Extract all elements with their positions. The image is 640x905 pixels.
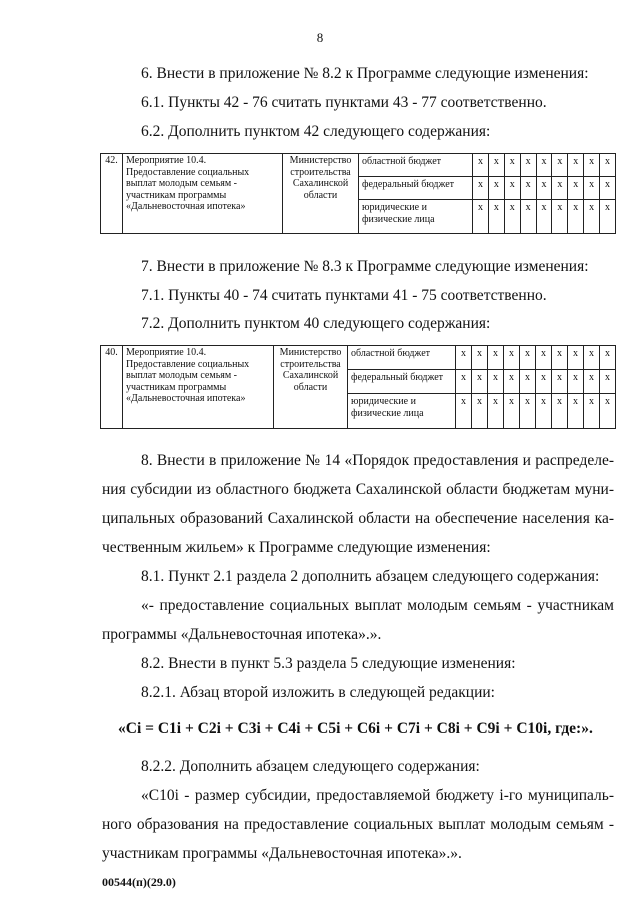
mark-cell: x bbox=[456, 394, 472, 429]
mark-cell: x bbox=[473, 200, 489, 234]
mark-cell: x bbox=[488, 370, 504, 394]
mark-cell: x bbox=[552, 200, 568, 234]
ministry-line: области bbox=[293, 381, 328, 393]
mark-cell: x bbox=[504, 177, 520, 200]
section-6-1: 6.1. Пункты 42 - 76 считать пунктами 43 - 77 соответственно. bbox=[141, 94, 547, 111]
mark-cell: x bbox=[504, 154, 520, 177]
paragraph-line: ния субсидии из областного бюджета Сахалинской области бюджетам муни- bbox=[102, 481, 614, 498]
quote-line: «C10i - размер субсидии, предоставляемой бюджету i-го муниципаль- bbox=[141, 787, 614, 804]
section-6-title: 6. Внести в приложение № 8.2 к Программе следующие изменения: bbox=[141, 65, 589, 82]
table-item-40 bbox=[100, 345, 616, 429]
table-item-42 bbox=[100, 153, 616, 234]
mark-cell: x bbox=[536, 346, 552, 370]
ministry-cell bbox=[283, 154, 359, 234]
mark-cell: x bbox=[536, 394, 552, 429]
mark-cell: x bbox=[472, 370, 488, 394]
section-8-2: 8.2. Внести в пункт 5.3 раздела 5 следующие изменения: bbox=[141, 655, 516, 672]
mark-cell: x bbox=[600, 394, 616, 429]
mark-cell: x bbox=[600, 200, 616, 234]
paragraph-line: ципальных образований Сахалинской области на обеспечение населения ка- bbox=[102, 510, 614, 527]
quote-8-2-2 bbox=[102, 786, 614, 844]
mark-cell: x bbox=[536, 154, 552, 177]
mark-cell: x bbox=[504, 200, 520, 234]
activity-line: участникам программы bbox=[126, 381, 227, 393]
mark-cell: x bbox=[552, 394, 568, 429]
mark-cell: x bbox=[600, 370, 616, 394]
section-6-2: 6.2. Дополнить пунктом 42 следующего содержания: bbox=[141, 123, 491, 140]
section-7-title: 7. Внести в приложение № 8.3 к Программе следующие изменения: bbox=[141, 258, 589, 275]
quote-line: участникам программы «Дальневосточная ипотека».». bbox=[102, 845, 462, 862]
mark-cell: x bbox=[536, 200, 552, 234]
activity-line: Предоставление социальных bbox=[126, 358, 250, 370]
subsidy-formula: «Ci = C1i + C2i + C3i + C4i + C5i + C6i + C7i + C8i + C9i + C10i, где:». bbox=[118, 720, 593, 737]
mark-cell: x bbox=[456, 370, 472, 394]
table-row bbox=[101, 346, 616, 370]
mark-cell: x bbox=[488, 177, 504, 200]
ministry-line: строительства bbox=[280, 358, 341, 370]
mark-cell: x bbox=[504, 346, 520, 370]
document-code: 00544(п)(29.0) bbox=[102, 875, 176, 889]
mark-cell: x bbox=[488, 394, 504, 429]
quote-line: ного образования на предоставление социальных выплат молодым семьям - bbox=[102, 816, 614, 833]
mark-cell: x bbox=[600, 154, 616, 177]
funding-source: областной бюджет bbox=[348, 346, 456, 370]
ministry-line: строительства bbox=[290, 166, 351, 178]
mark-cell: x bbox=[504, 370, 520, 394]
mark-cell: x bbox=[473, 177, 489, 200]
funding-source: юридические и физические лица bbox=[348, 394, 456, 429]
mark-cell: x bbox=[584, 154, 600, 177]
section-8-2-2: 8.2.2. Дополнить абзацем следующего содержания: bbox=[141, 758, 480, 775]
funding-source: юридические и физические лица bbox=[359, 200, 473, 234]
activity-cell bbox=[123, 346, 274, 429]
ministry-cell bbox=[274, 346, 348, 429]
ministry-line: Министерство bbox=[279, 347, 342, 358]
activity-line: выплат молодым семьям - bbox=[126, 370, 238, 381]
mark-cell: x bbox=[552, 154, 568, 177]
mark-cell: x bbox=[584, 177, 600, 200]
mark-cell: x bbox=[584, 346, 600, 370]
quote-8-1 bbox=[102, 596, 614, 616]
mark-cell: x bbox=[473, 154, 489, 177]
mark-cell: x bbox=[504, 394, 520, 429]
ministry-line: Сахалинской bbox=[282, 370, 339, 381]
item-number: 42. bbox=[101, 154, 123, 234]
table-row bbox=[101, 154, 616, 177]
mark-cell: x bbox=[584, 370, 600, 394]
item-number: 40. bbox=[101, 346, 123, 429]
mark-cell: x bbox=[472, 394, 488, 429]
section-8-2-1: 8.2.1. Абзац второй изложить в следующей редакции: bbox=[141, 684, 495, 701]
quote-line: «- предоставление социальных выплат молодым семьям - участникам bbox=[141, 597, 614, 614]
mark-cell: x bbox=[520, 346, 536, 370]
section-8-1: 8.1. Пункт 2.1 раздела 2 дополнить абзацем следующего содержания: bbox=[141, 568, 600, 585]
mark-cell: x bbox=[568, 370, 584, 394]
ministry-line: Сахалинской bbox=[292, 178, 349, 189]
funding-source: федеральный бюджет bbox=[348, 370, 456, 394]
mark-cell: x bbox=[568, 394, 584, 429]
mark-cell: x bbox=[488, 346, 504, 370]
funding-source: федеральный бюджет bbox=[359, 177, 473, 200]
mark-cell: x bbox=[488, 200, 504, 234]
activity-line: «Дальневосточная ипотека» bbox=[126, 393, 246, 404]
mark-cell: x bbox=[552, 346, 568, 370]
ministry-line: области bbox=[303, 189, 338, 201]
activity-line: «Дальневосточная ипотека» bbox=[126, 201, 246, 212]
mark-cell: x bbox=[584, 200, 600, 234]
section-8-paragraph bbox=[102, 451, 614, 538]
activity-line: выплат молодым семьям - bbox=[126, 178, 238, 189]
mark-cell: x bbox=[520, 394, 536, 429]
mark-cell: x bbox=[520, 370, 536, 394]
page-number: 8 bbox=[316, 30, 324, 45]
mark-cell: x bbox=[456, 346, 472, 370]
section-7-1: 7.1. Пункты 40 - 74 считать пунктами 41 - 75 соответственно. bbox=[141, 287, 547, 304]
mark-cell: x bbox=[568, 177, 584, 200]
activity-line: Мероприятие 10.4. bbox=[126, 155, 207, 166]
mark-cell: x bbox=[520, 200, 536, 234]
mark-cell: x bbox=[536, 370, 552, 394]
mark-cell: x bbox=[600, 177, 616, 200]
funding-source: областной бюджет bbox=[359, 154, 473, 177]
quote-line: программы «Дальневосточная ипотека».». bbox=[102, 626, 382, 643]
mark-cell: x bbox=[552, 370, 568, 394]
activity-line: Предоставление социальных bbox=[126, 166, 250, 178]
mark-cell: x bbox=[536, 177, 552, 200]
mark-cell: x bbox=[568, 346, 584, 370]
mark-cell: x bbox=[600, 346, 616, 370]
activity-line: участникам программы bbox=[126, 189, 227, 201]
paragraph-line: чественным жильем» к Программе следующие изменения: bbox=[102, 539, 491, 556]
section-7-2: 7.2. Дополнить пунктом 40 следующего содержания: bbox=[141, 315, 491, 332]
mark-cell: x bbox=[520, 154, 536, 177]
paragraph-line: 8. Внести в приложение № 14 «Порядок предоставления и распределе- bbox=[141, 452, 614, 469]
mark-cell: x bbox=[472, 346, 488, 370]
activity-cell bbox=[123, 154, 283, 234]
mark-cell: x bbox=[584, 394, 600, 429]
mark-cell: x bbox=[488, 154, 504, 177]
mark-cell: x bbox=[552, 177, 568, 200]
activity-line: Мероприятие 10.4. bbox=[126, 347, 207, 358]
ministry-line: Министерство bbox=[289, 155, 352, 166]
mark-cell: x bbox=[520, 177, 536, 200]
mark-cell: x bbox=[568, 200, 584, 234]
mark-cell: x bbox=[568, 154, 584, 177]
